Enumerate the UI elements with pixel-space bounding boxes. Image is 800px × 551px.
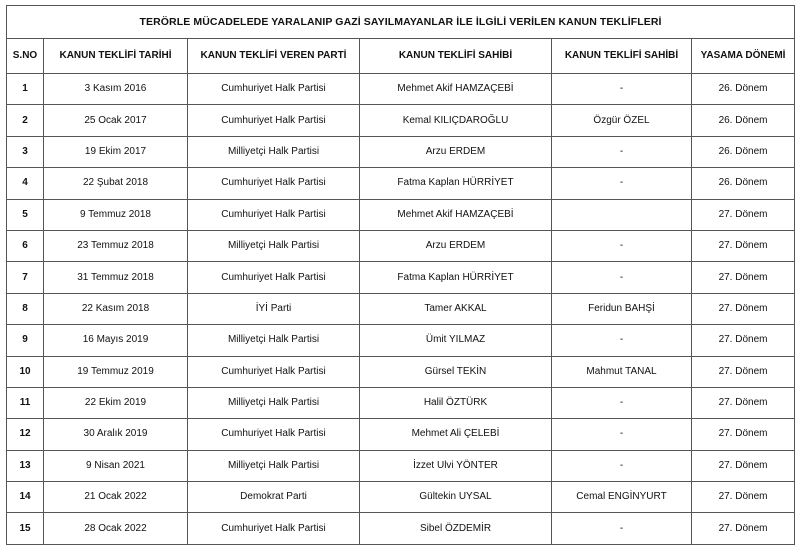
cell-date: 3 Kasım 2016	[44, 74, 188, 105]
table-row	[7, 356, 795, 387]
table-row	[7, 199, 795, 230]
cell-co-owner: Özgür ÖZEL	[552, 105, 692, 136]
cell-date: 22 Ekim 2019	[44, 387, 188, 418]
bills-table	[6, 5, 795, 545]
cell-owner: Gültekin UYSAL	[360, 482, 552, 513]
cell-sno: 15	[7, 513, 44, 544]
cell-date: 25 Ocak 2017	[44, 105, 188, 136]
cell-party: Milliyetçi Halk Partisi	[188, 450, 360, 481]
cell-sno: 4	[7, 168, 44, 199]
cell-owner: İzzet Ulvi YÖNTER	[360, 450, 552, 481]
cell-co-owner: -	[552, 387, 692, 418]
cell-co-owner: Cemal ENGİNYURT	[552, 482, 692, 513]
cell-date: 19 Ekim 2017	[44, 136, 188, 167]
cell-term: 27. Dönem	[692, 325, 795, 356]
cell-party: Demokrat Parti	[188, 482, 360, 513]
cell-date: 22 Kasım 2018	[44, 293, 188, 324]
cell-term: 27. Dönem	[692, 482, 795, 513]
cell-owner: Mehmet Akif HAMZAÇEBİ	[360, 74, 552, 105]
cell-owner: Gürsel TEKİN	[360, 356, 552, 387]
cell-co-owner: -	[552, 450, 692, 481]
cell-co-owner: -	[552, 230, 692, 261]
cell-term: 27. Dönem	[692, 387, 795, 418]
cell-term: 27. Dönem	[692, 293, 795, 324]
cell-co-owner: -	[552, 419, 692, 450]
cell-party: Cumhuriyet Halk Partisi	[188, 74, 360, 105]
cell-co-owner: Mahmut TANAL	[552, 356, 692, 387]
cell-term: 27. Dönem	[692, 513, 795, 544]
cell-term: 27. Dönem	[692, 356, 795, 387]
table-row	[7, 74, 795, 105]
cell-term: 27. Dönem	[692, 230, 795, 261]
header-owner: KANUN TEKLİFİ SAHİBİ	[360, 39, 552, 74]
table-row	[7, 419, 795, 450]
cell-owner: Fatma Kaplan HÜRRİYET	[360, 168, 552, 199]
cell-party: Milliyetçi Halk Partisi	[188, 325, 360, 356]
cell-term: 27. Dönem	[692, 419, 795, 450]
table-row	[7, 136, 795, 167]
cell-party: Cumhuriyet Halk Partisi	[188, 513, 360, 544]
cell-owner: Mehmet Akif HAMZAÇEBİ	[360, 199, 552, 230]
cell-owner: Arzu ERDEM	[360, 136, 552, 167]
cell-sno: 5	[7, 199, 44, 230]
table-row	[7, 262, 795, 293]
cell-party: Cumhuriyet Halk Partisi	[188, 419, 360, 450]
cell-party: İYİ Parti	[188, 293, 360, 324]
cell-sno: 8	[7, 293, 44, 324]
cell-sno: 6	[7, 230, 44, 261]
table-row	[7, 325, 795, 356]
cell-co-owner: -	[552, 325, 692, 356]
cell-date: 9 Temmuz 2018	[44, 199, 188, 230]
cell-party: Cumhuriyet Halk Partisi	[188, 356, 360, 387]
table-row	[7, 387, 795, 418]
cell-co-owner: Feridun BAHŞİ	[552, 293, 692, 324]
header-row	[7, 39, 795, 74]
table-row	[7, 482, 795, 513]
table-row	[7, 168, 795, 199]
cell-term: 26. Dönem	[692, 136, 795, 167]
cell-sno: 12	[7, 419, 44, 450]
cell-party: Milliyetçi Halk Partisi	[188, 136, 360, 167]
title-row	[7, 6, 795, 39]
cell-party: Cumhuriyet Halk Partisi	[188, 199, 360, 230]
cell-party: Cumhuriyet Halk Partisi	[188, 168, 360, 199]
header-party: KANUN TEKLİFİ VEREN PARTİ	[188, 39, 360, 74]
cell-owner: Mehmet Ali ÇELEBİ	[360, 419, 552, 450]
table-row	[7, 450, 795, 481]
cell-co-owner	[552, 199, 692, 230]
table-title: TERÖRLE MÜCADELEDE YARALANIP GAZİ SAYILMAYANLAR İLE İLGİLİ VERİLEN KANUN TEKLİFLERİ	[7, 6, 795, 39]
cell-term: 27. Dönem	[692, 450, 795, 481]
cell-co-owner: -	[552, 168, 692, 199]
cell-party: Milliyetçi Halk Partisi	[188, 230, 360, 261]
cell-co-owner: -	[552, 513, 692, 544]
cell-party: Cumhuriyet Halk Partisi	[188, 105, 360, 136]
cell-date: 23 Temmuz 2018	[44, 230, 188, 261]
cell-co-owner: -	[552, 136, 692, 167]
cell-date: 30 Aralık 2019	[44, 419, 188, 450]
cell-sno: 13	[7, 450, 44, 481]
cell-owner: Tamer AKKAL	[360, 293, 552, 324]
cell-term: 27. Dönem	[692, 199, 795, 230]
table-row	[7, 105, 795, 136]
cell-owner: Sibel ÖZDEMİR	[360, 513, 552, 544]
table-container	[6, 5, 794, 545]
cell-owner: Ümit YILMAZ	[360, 325, 552, 356]
header-sno: S.NO	[7, 39, 44, 74]
table-row	[7, 513, 795, 544]
cell-date: 22 Şubat 2018	[44, 168, 188, 199]
cell-party: Milliyetçi Halk Partisi	[188, 387, 360, 418]
cell-owner: Fatma Kaplan HÜRRİYET	[360, 262, 552, 293]
cell-co-owner: -	[552, 262, 692, 293]
cell-co-owner: -	[552, 74, 692, 105]
header-date: KANUN TEKLİFİ TARİHİ	[44, 39, 188, 74]
cell-date: 16 Mayıs 2019	[44, 325, 188, 356]
table-body	[7, 74, 795, 545]
cell-sno: 7	[7, 262, 44, 293]
cell-date: 31 Temmuz 2018	[44, 262, 188, 293]
cell-term: 27. Dönem	[692, 262, 795, 293]
cell-party: Cumhuriyet Halk Partisi	[188, 262, 360, 293]
header-term: YASAMA DÖNEMİ	[692, 39, 795, 74]
cell-sno: 10	[7, 356, 44, 387]
cell-date: 19 Temmuz 2019	[44, 356, 188, 387]
cell-sno: 11	[7, 387, 44, 418]
cell-owner: Kemal KILIÇDAROĞLU	[360, 105, 552, 136]
cell-sno: 3	[7, 136, 44, 167]
cell-sno: 1	[7, 74, 44, 105]
cell-sno: 9	[7, 325, 44, 356]
cell-term: 26. Dönem	[692, 168, 795, 199]
cell-sno: 2	[7, 105, 44, 136]
cell-owner: Arzu ERDEM	[360, 230, 552, 261]
cell-date: 21 Ocak 2022	[44, 482, 188, 513]
cell-owner: Halil ÖZTÜRK	[360, 387, 552, 418]
header-co-owner: KANUN TEKLİFİ SAHİBİ	[552, 39, 692, 74]
cell-date: 28 Ocak 2022	[44, 513, 188, 544]
cell-term: 26. Dönem	[692, 105, 795, 136]
table-row	[7, 293, 795, 324]
table-row	[7, 230, 795, 261]
cell-date: 9 Nisan 2021	[44, 450, 188, 481]
cell-sno: 14	[7, 482, 44, 513]
cell-term: 26. Dönem	[692, 74, 795, 105]
